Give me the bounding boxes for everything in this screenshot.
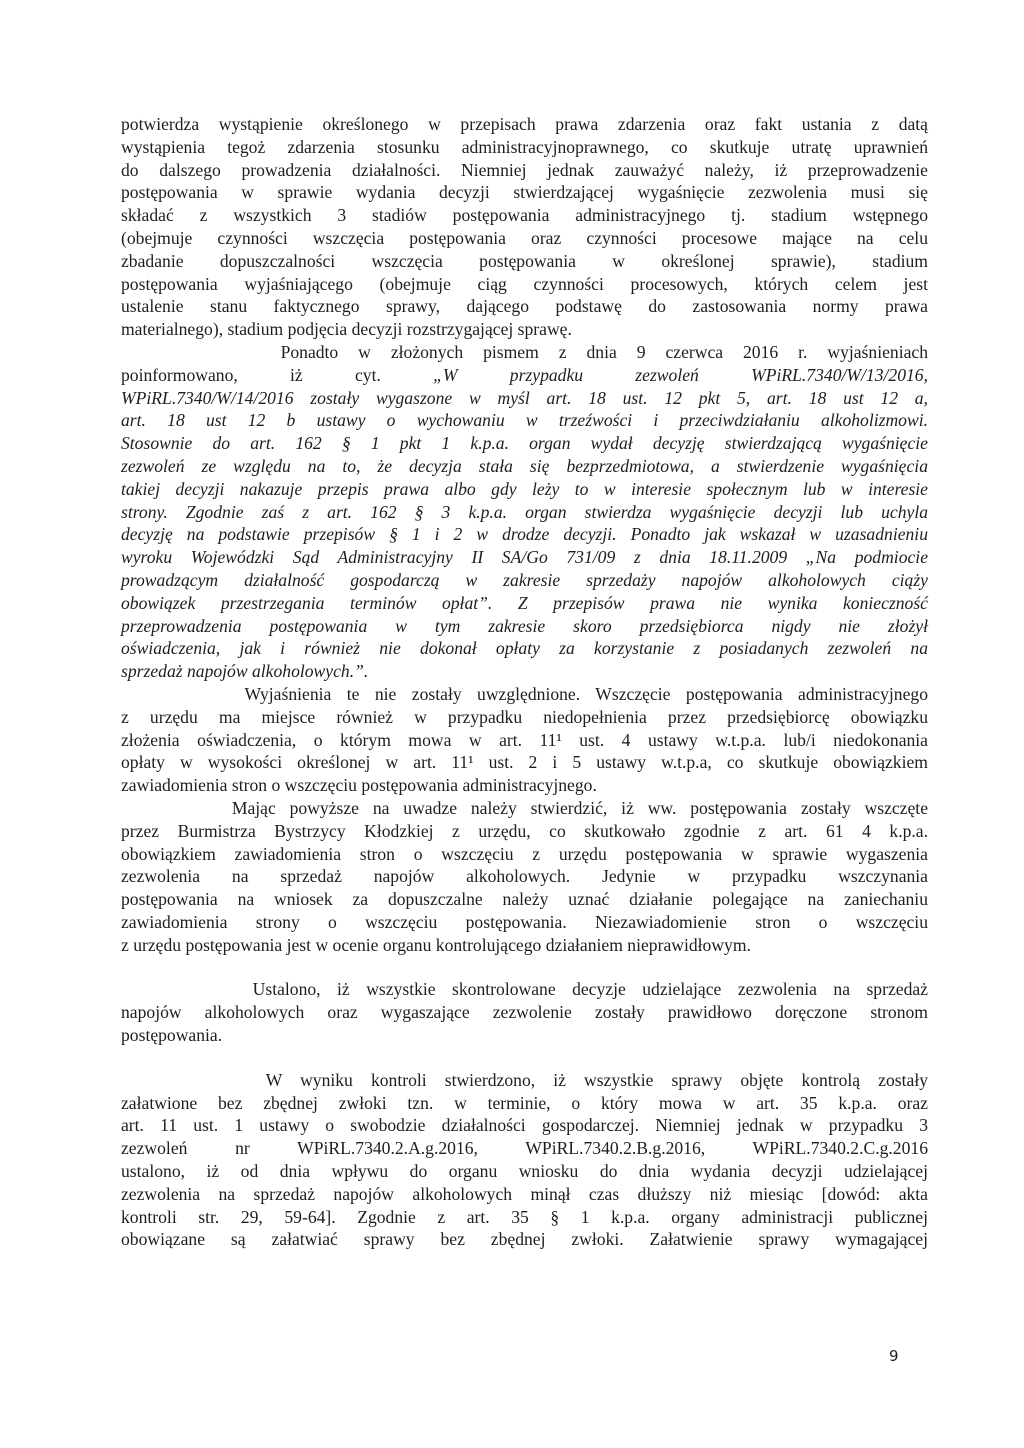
text-run: potwierdza wystąpienie określonego w przepisach prawa zdarzenia oraz fakt ustania z datą xyxy=(121,114,928,134)
paragraph-gap xyxy=(121,1047,928,1069)
text-line xyxy=(121,1114,928,1137)
page-number: 9 xyxy=(889,1347,899,1365)
text-run: Ponadto w złożonych pismem z dnia 9 czerwca 2016 r. wyjaśnieniach xyxy=(121,341,929,362)
text-line xyxy=(121,478,928,501)
text-run: materialnego), stadium podjęcia decyzji rozstrzygającej sprawę. xyxy=(121,319,572,340)
text-run: Mając powyższe na uwadze należy stwierdzić, iż ww. postępowania zostały wszczęte xyxy=(121,797,929,818)
text-line xyxy=(121,204,928,227)
text-run: opłaty w wysokości określonej w art. 11¹ ust. 2 i 5 ustawy w.t.p.a, co skutkuje obowiązkiem xyxy=(121,752,928,773)
text-run: do dalszego prowadzenia działalności. Niemniej jednak zauważyć należy, iż przeprowadzenie xyxy=(121,159,928,180)
italic-quote-run: sprzedaż napojów alkoholowych.”. xyxy=(121,661,369,682)
text-run: składać z wszystkich 3 stadiów postępowania administracyjnego tj. stadium wstępnego xyxy=(121,205,928,226)
text-line xyxy=(121,387,928,410)
text-line xyxy=(121,181,928,204)
text-run: wystąpienia tegoż zdarzenia stosunku administracyjnoprawnego, co skutkuje utratę uprawnień xyxy=(121,136,928,157)
text-line xyxy=(121,569,928,592)
text-line xyxy=(121,501,928,524)
text-line xyxy=(121,820,928,843)
text-line xyxy=(121,1183,928,1206)
italic-quote-run: oświadczenia, jak i również nie dokonał opłaty za korzystanie z posiadanych zezwoleń na xyxy=(121,638,928,659)
text-run: obowiązkiem zawiadomienia stron o wszczęciu z urzędu postępowania w sprawie wygaszenia xyxy=(121,843,928,864)
text-run: postępowania na wniosek za dopuszczalne należy uznać działanie polegające na zaniechaniu xyxy=(121,889,928,910)
text-line xyxy=(121,637,928,660)
text-run: zawiadomienia stron o wszczęciu postępowania administracyjnego. xyxy=(121,775,597,796)
text-line xyxy=(121,136,928,159)
text-run: zbadanie dopuszczalności wszczęcia postępowania w określonej sprawie), stadium xyxy=(121,250,928,271)
text-line xyxy=(121,706,928,729)
italic-quote-run: strony. Zgodnie zaś z art. 162 § 3 k.p.a. organ stwierdza wygaśnięcie decyzji lub uchyla xyxy=(121,501,928,522)
text-run: poinformowano, iż cyt. xyxy=(121,364,434,385)
text-run: złożenia oświadczenia, o którym mowa w art. 11¹ ust. 4 ustawy w.t.p.a. lub/i niedokonania xyxy=(121,729,928,750)
text-run: postępowania wyjaśniającego (obejmuje ciąg czynności procesowych, których celem jest xyxy=(121,273,928,294)
text-line xyxy=(121,295,928,318)
text-line xyxy=(121,683,928,706)
text-run: postępowania w sprawie wydania decyzji stwierdzającej wygaśnięcie zezwolenia musi się xyxy=(121,182,928,203)
text-line xyxy=(121,1137,928,1160)
text-run: ustalono, iż od dnia wpływu do organu wniosku do dnia wydania decyzji udzielającej xyxy=(121,1161,928,1182)
text-run: przez Burmistrza Bystrzycy Kłodzkiej z urzędu, co skutkowało zgodnie z art. 61 4 k.p.a. xyxy=(121,820,928,841)
text-run: Ustalono, iż wszystkie skontrolowane decyzje udzielające zezwolenia na sprzedaż xyxy=(121,979,928,1000)
italic-quote-run: obowiązek przestrzegania terminów opłat”. Z przepisów prawa nie wynika konieczność xyxy=(121,592,928,613)
body-text xyxy=(121,113,928,1251)
text-run: z urzędu postępowania jest w ocenie organu kontrolującego działaniem nieprawidłowym. xyxy=(121,934,751,955)
text-line xyxy=(121,227,928,250)
text-run: zezwolenia na sprzedaż napojów alkoholowych. Jedynie w przypadku wszczynania xyxy=(121,866,928,887)
text-line xyxy=(121,797,928,820)
text-line xyxy=(121,729,928,752)
text-run: zawiadomienia strony o wszczęciu postępowania. Niezawiadomienie stron o wszczęciu xyxy=(121,911,928,932)
text-line xyxy=(121,978,928,1001)
text-run: napojów alkoholowych oraz wygaszające zezwolenie zostały prawidłowo doręczone stronom xyxy=(121,1002,928,1023)
text-line xyxy=(121,911,928,934)
italic-quote-run: wyroku Wojewódzki Sąd Administracyjny II SA/Go 731/09 z dnia 18.11.2009 „Na podmiocie xyxy=(121,547,928,568)
text-line xyxy=(121,341,928,364)
text-run: obowiązane są załatwiać sprawy bez zbędnej zwłoki. Załatwienie sprawy wymagającej xyxy=(121,1229,928,1250)
text-run: zezwoleń nr WPiRL.7340.2.A.g.2016, WPiRL.7340.2.B.g.2016, WPiRL.7340.2.C.g.2016 xyxy=(121,1138,928,1159)
italic-quote-run: art. 18 ust 12 b ustawy o wychowaniu w trzeźwości i przeciwdziałaniu alkoholizmowi. xyxy=(121,410,928,431)
text-line xyxy=(121,1092,928,1115)
italic-quote-run: „W przypadku zezwoleń WPiRL.7340/W/13/2016, xyxy=(433,364,928,385)
text-run: art. 11 ust. 1 ustawy o swobodzie działalności gospodarczej. Niemniej jednak w przypadku 3 xyxy=(121,1115,928,1136)
text-line xyxy=(121,159,928,182)
text-line xyxy=(121,409,928,432)
text-line xyxy=(121,660,928,683)
text-line xyxy=(121,455,928,478)
text-line xyxy=(121,592,928,615)
text-run: zezwolenia na sprzedaż napojów alkoholowych minął czas dłuższy niż miesiąc [dowód: akta xyxy=(121,1183,928,1204)
text-line xyxy=(121,1206,928,1229)
text-line xyxy=(121,774,928,797)
italic-quote-run: takiej decyzji nakazuje przepis prawa albo gdy leży to w interesie społecznym lub w interesie xyxy=(121,478,928,499)
italic-quote-run: WPiRL.7340/W/14/2016 zostały wygaszone w myśl art. 18 ust. 12 pkt 5, art. 18 ust 12 a, xyxy=(121,387,928,408)
text-run: W wyniku kontroli stwierdzono, iż wszystkie sprawy objęte kontrolą zostały xyxy=(121,1069,929,1090)
text-line xyxy=(121,1069,928,1092)
text-line xyxy=(121,273,928,296)
text-run: z urzędu ma miejsce również w przypadku niedopełnienia przez przedsiębiorcę obowiązku xyxy=(121,706,928,727)
text-line xyxy=(121,523,928,546)
italic-quote-run: prowadzącym działalność gospodarczą w zakresie sprzedaży napojów alkoholowych ciąży xyxy=(121,569,928,590)
text-line xyxy=(121,843,928,866)
text-line xyxy=(121,1024,928,1047)
text-line xyxy=(121,888,928,911)
text-line xyxy=(121,751,928,774)
text-line xyxy=(121,615,928,638)
italic-quote-run: decyzję na podstawie przepisów § 1 i 2 w drodze decyzji. Ponadto jak wskazał w uzasadnieniu xyxy=(121,524,928,545)
text-run: (obejmuje czynności wszczęcia postępowania oraz czynności procesowe mające na celu xyxy=(121,227,928,248)
text-line xyxy=(121,865,928,888)
text-run: kontroli str. 29, 59-64]. Zgodnie z art. 35 § 1 k.p.a. organy administracji publicznej xyxy=(121,1206,928,1227)
text-run: postępowania. xyxy=(121,1025,223,1046)
italic-quote-run: przeprowadzenia postępowania w tym zakresie skoro przedsiębiorca nigdy nie złożył xyxy=(121,615,928,636)
text-line xyxy=(121,318,928,341)
text-run: załatwione bez zbędnej zwłoki tzn. w terminie, o który mowa w art. 35 k.p.a. oraz xyxy=(121,1092,928,1113)
text-line xyxy=(121,1001,928,1024)
text-run: ustalenie stanu faktycznego sprawy, dającego podstawę do zastosowania normy prawa xyxy=(121,296,928,317)
italic-quote-run: zezwoleń ze względu na to, że decyzja stała się bezprzedmiotowa, a stwierdzenie wygaśnięcia xyxy=(121,455,928,476)
text-line xyxy=(121,546,928,569)
text-line xyxy=(121,934,928,957)
text-line xyxy=(121,364,928,387)
text-run: Wyjaśnienia te nie zostały uwzględnione. Wszczęcie postępowania administracyjnego xyxy=(121,683,929,704)
text-line xyxy=(121,1160,928,1183)
text-line xyxy=(121,250,928,273)
text-line xyxy=(121,113,928,136)
paragraph-gap xyxy=(121,956,928,978)
text-line xyxy=(121,1228,928,1251)
italic-quote-run: Stosownie do art. 162 § 1 pkt 1 k.p.a. organ wydał decyzję stwierdzającą wygaśnięcie xyxy=(121,433,928,454)
text-line xyxy=(121,432,928,455)
